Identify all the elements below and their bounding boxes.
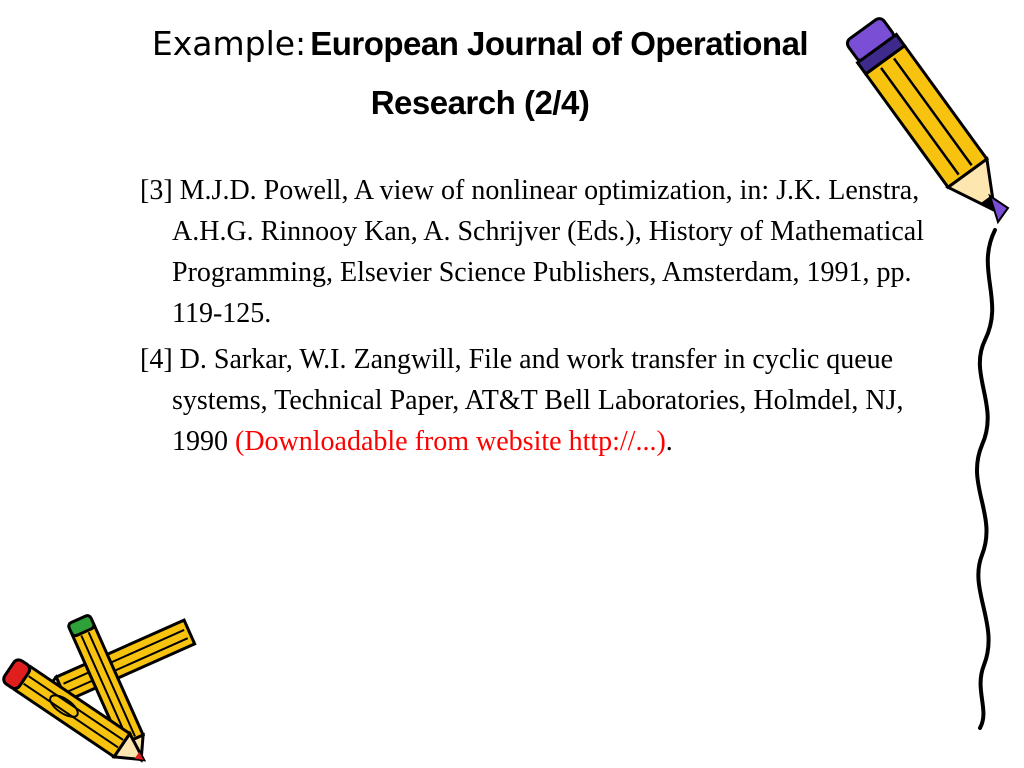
reference-item [140, 170, 940, 334]
reference-item [140, 339, 940, 462]
slide-title [100, 18, 860, 136]
reference-text: [3] M.J.D. Powell, A view of nonlinear optimization, in: J.K. Lenstra, A.H.G. Rinnooy Kan, A. Schrijver (Eds.), History of Mathematical Programming, Elsevier Science Publishers, Amsterdam, 1991, pp. 119-125. [140, 175, 924, 329]
title-prefix: Example: [151, 24, 307, 63]
reference-suffix: . [665, 426, 673, 457]
reference-text: [4] D. Sarkar, W.I. Zangwill, File and work transfer in cyclic queue systems, Technical Paper, AT&T Bell Laboratories, Holmdel, NJ, 1990 [140, 344, 904, 457]
wavy-line-decoration [960, 230, 1010, 730]
pencil-top-right-icon [840, 0, 1020, 250]
title-journal: European Journal of Operational Research (2/4) [310, 25, 809, 121]
reference-highlight-link: (Downloadable from website http://...) [235, 426, 666, 457]
pencils-bottom-left-icon [0, 615, 210, 765]
reference-list [140, 170, 940, 467]
